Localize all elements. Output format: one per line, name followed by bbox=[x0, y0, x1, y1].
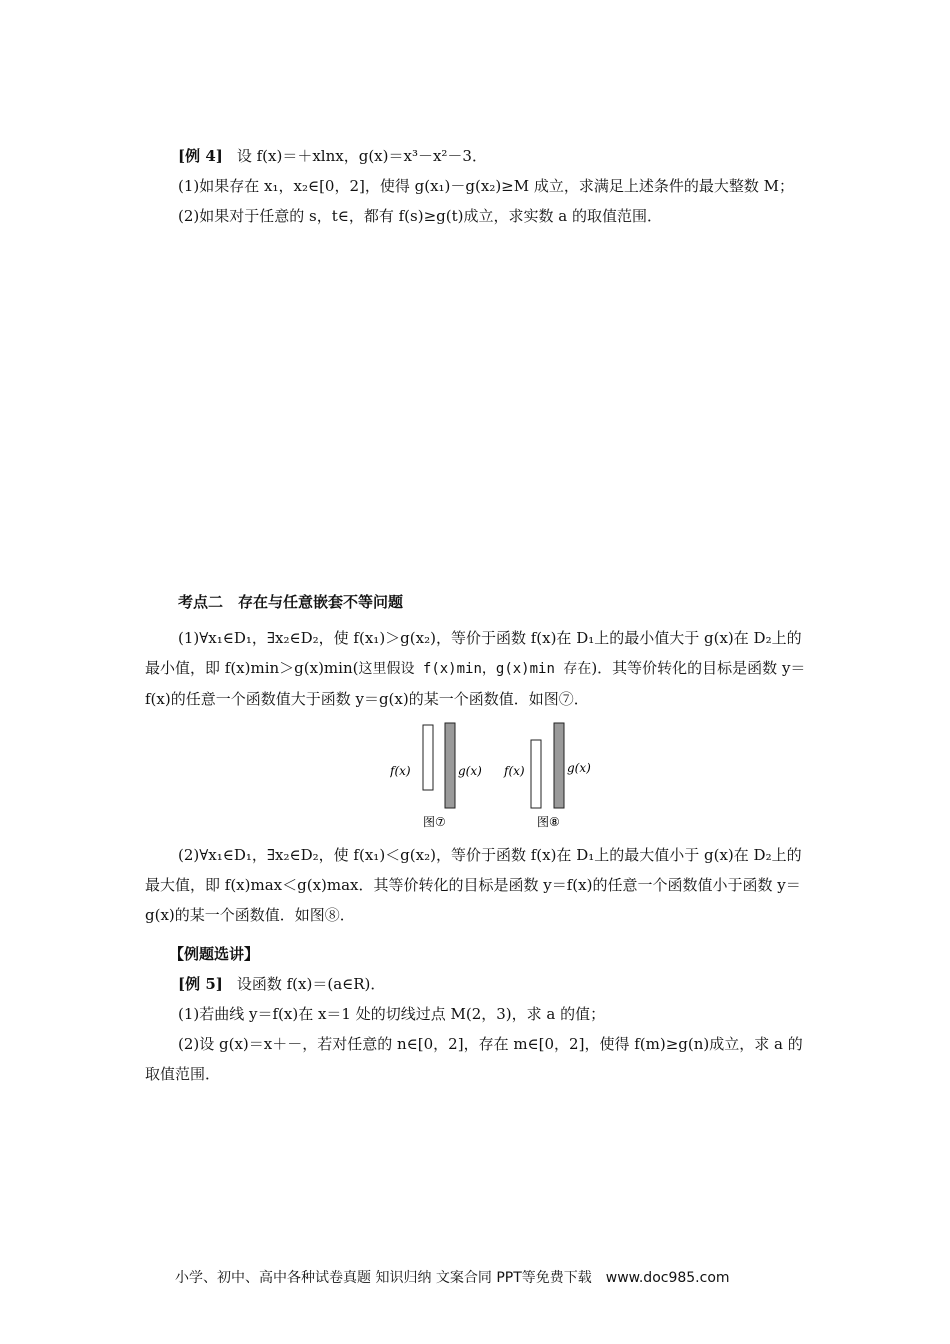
example5-text: 设函数 f(x)＝(a∈R)． bbox=[236, 975, 386, 993]
page-footer: 小学、初中、高中各种试卷真题 知识归纳 文案合同 PPT等免费下载 www.doc985.com bbox=[175, 1270, 730, 1286]
fig8-caption: 图⑧ bbox=[537, 815, 560, 829]
example4-question1: (1)如果存在 x₁，x₂∈[0，2]，使得 g(x₁)－g(x₂)≥M 成立，求满足上述条件的最大整数 M； bbox=[178, 177, 795, 195]
example4-text: 设 f(x)＝＋xlnx，g(x)＝x³－x²－3． bbox=[236, 147, 487, 165]
fig7-gx-bar bbox=[445, 723, 455, 808]
fig8-fx-label: f(x) bbox=[504, 764, 525, 778]
paragraph1-before: (1)∀x₁∈D₁，∃x₂∈D₂，使 f(x₁)＞g(x₂)，等价于函数 f(x)在 D₁上的最小值大于 g(x)在 D₂上的最小值，即 f(x)min＞g(x)min( bbox=[145, 629, 802, 677]
paragraph1-after: )．其等价转化的目标是函数 y＝f(x)的任意一个函数值大于函数 y＝g(x)的某一个函数值．如图⑦． bbox=[145, 659, 806, 708]
example5-question1: (1)若曲线 y＝f(x)在 x＝1 处的切线过点 M(2，3)，求 a 的值； bbox=[178, 1005, 606, 1023]
example5-label: [例 5] bbox=[178, 975, 223, 993]
section2-paragraph2: (2)∀x₁∈D₁，∃x₂∈D₂，使 f(x₁)＜g(x₂)，等价于函数 f(x)在 D₁上的最大值小于 g(x)在 D₂上的最大值，即 f(x)max＜g(x)max．其等价转化的目标是函数 y＝f(x)的任意一个函数值小于函数 y＝g(x)的某一个函数值．如图⑧． bbox=[145, 846, 802, 924]
example4-statement bbox=[178, 146, 487, 166]
figure-diagram bbox=[390, 720, 600, 835]
fig7-fx-bar bbox=[423, 725, 433, 790]
paragraph1-note: 这里假设 f(x)min，g(x)min 存在 bbox=[358, 661, 592, 677]
example5-question2: (2)设 g(x)＝x＋－，若对任意的 n∈[0，2]，存在 m∈[0，2]，使得 f(m)≥g(n)成立，求 a 的取值范围． bbox=[145, 1035, 803, 1083]
figure-7-8 bbox=[390, 720, 600, 835]
section2-title: 考点二 存在与任意嵌套不等问题 bbox=[178, 593, 404, 611]
example4-question2: (2)如果对于任意的 s，t∈，都有 f(s)≥g(t)成立，求实数 a 的取值范围． bbox=[178, 207, 662, 225]
example5-statement bbox=[178, 974, 385, 994]
example4-label: [例 4] bbox=[178, 147, 223, 165]
fig8-gx-bar bbox=[554, 723, 564, 808]
section2-paragraph1 bbox=[145, 623, 807, 714]
fig7-gx-label: g(x) bbox=[458, 764, 482, 778]
fig8-gx-label: g(x) bbox=[567, 761, 591, 775]
fig7-caption: 图⑦ bbox=[423, 815, 446, 829]
fig7-fx-label: f(x) bbox=[390, 764, 411, 778]
examples-header: 【例题选讲】 bbox=[169, 945, 260, 963]
fig8-fx-bar bbox=[531, 740, 541, 808]
